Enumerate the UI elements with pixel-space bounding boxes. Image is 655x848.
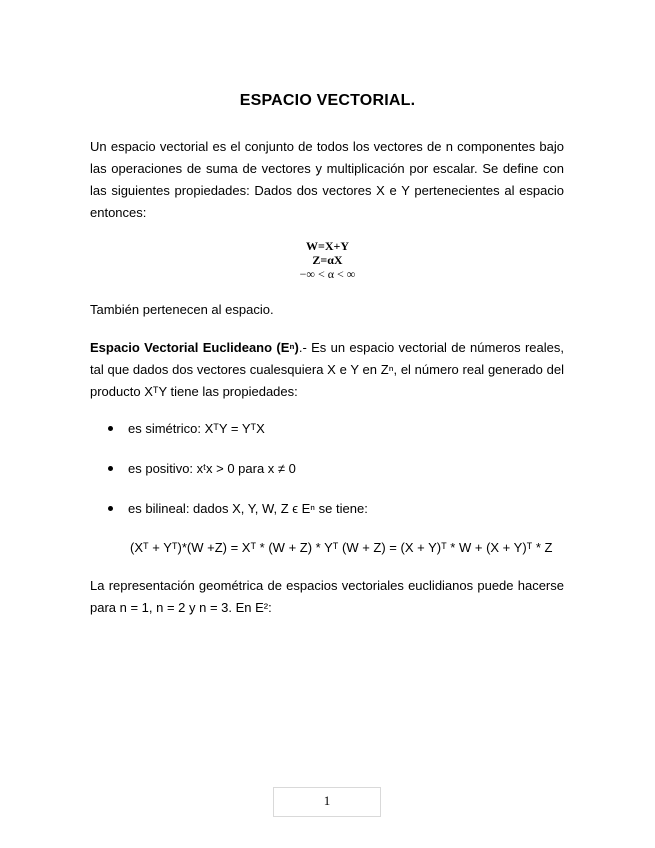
formula-block [0,239,655,281]
also-belong-paragraph: También pertenecen al espacio. [90,302,274,317]
intro-paragraph: Un espacio vectorial es el conjunto de todos los vectores de n componentes bajo las operaciones de suma de vectores y multiplicación por escalar. Se define con las siguientes propiedades: Dados dos vectores X e Y pertenecientes al espacio entonces: [90,139,564,220]
bullet-dot [108,506,113,511]
page-title: ESPACIO VECTORIAL. [239,92,416,109]
formula-line-2: Z=αX [312,253,343,267]
euclidean-paragraph [90,337,564,403]
euclidean-text: .- Es un espacio vectorial de números reales, tal que dados dos vectores cualesquiera X e Y en Zⁿ, el número real generado del producto XᵀY tiene las propiedades: [90,340,564,399]
bullet-text: es simétrico: XᵀY = YᵀX [128,421,265,436]
bullet-dot [108,466,113,471]
property-symmetric [108,420,265,438]
euclidean-term: Espacio Vectorial Euclideano (Eⁿ) [90,340,299,355]
bullet-text: es positivo: xᵗx > 0 para x ≠ 0 [128,461,296,476]
formula-line-1: W=X+Y [305,239,349,253]
property-positive [108,460,296,478]
bullet-dot [108,426,113,431]
bilinear-equation: (Xᵀ + Yᵀ)*(W +Z) = Xᵀ * (W + Z) * Yᵀ (W + Z) = (X + Y)ᵀ * W + (X + Y)ᵀ * Z [130,540,553,555]
geometric-paragraph: La representación geométrica de espacios vectoriales euclidianos puede hacerse para n = 1, n = 2 y n = 3. En E²: [90,578,564,615]
formula-line-3: −∞ < α < ∞ [299,267,356,281]
property-bilinear [108,500,368,518]
page-number: 1 [273,787,381,817]
bullet-text: es bilineal: dados X, Y, W, Z ϵ Eⁿ se tiene: [128,501,368,516]
